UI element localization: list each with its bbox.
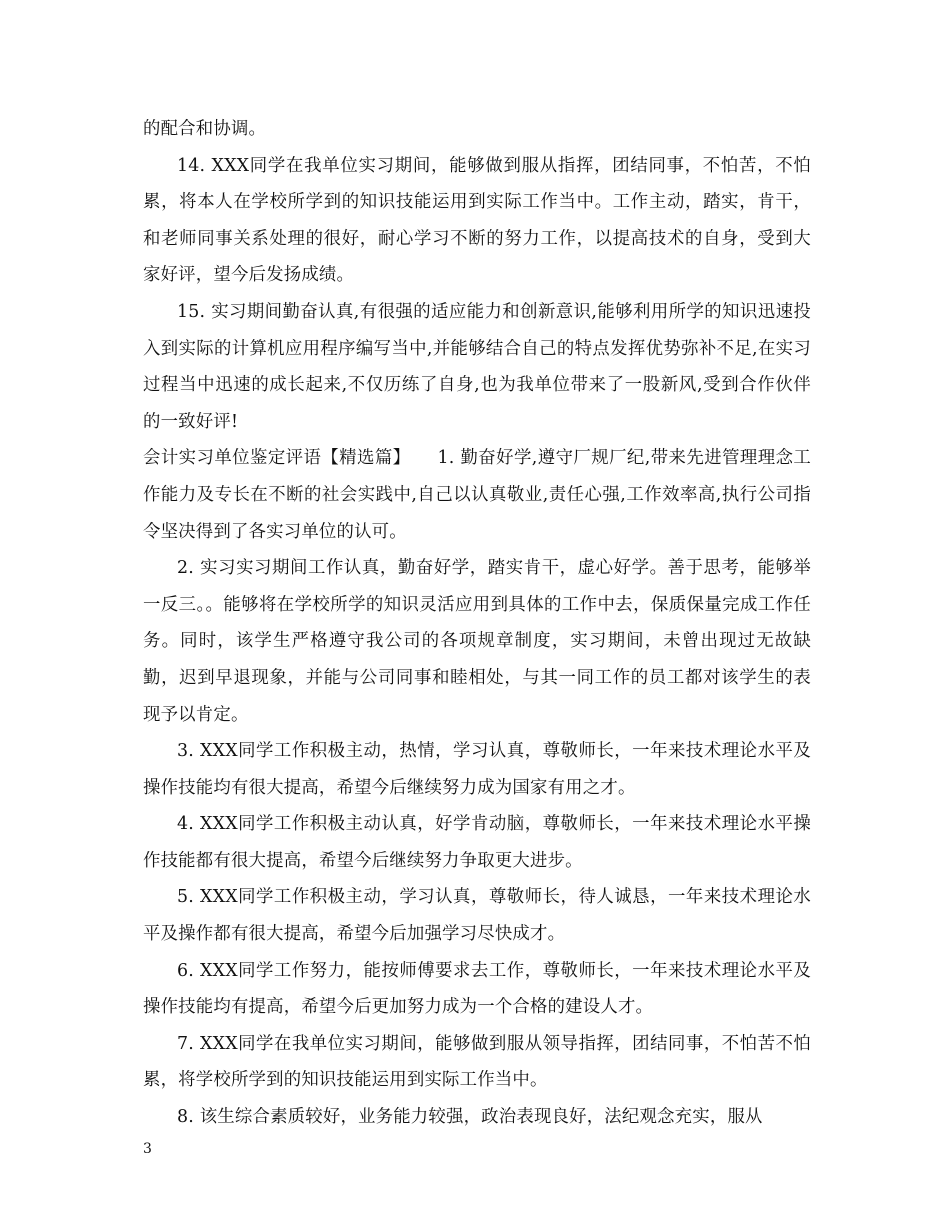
paragraph-item-3: 3. XXX同学工作积极主动，热情，学习认真，尊敬师长，一年来技术理论水平及操作技能均有很大提高，希望今后继续努力成为国家有用之才。	[143, 741, 811, 798]
paragraph-continuation: 的配合和协调。	[143, 119, 267, 139]
paragraph-item-14: 14. XXX同学在我单位实习期间，能够做到服从指挥，团结同事，不怕苦，不怕累，将本人在学校所学到的知识技能运用到实际工作当中。工作主动，踏实，肯干，和老师同事关系处理的很好，耐心学习不断的努力工作，以提高技术的自身，受到大家好评，望今后发扬成绩。	[143, 155, 811, 286]
paragraph-item-2: 2. 实习实习期间工作认真，勤奋好学，踏实肯干，虚心好学。善于思考，能够举一反三。。能够将在学校所学的知识灵活应用到具体的工作中去，保质保量完成工作任务。同时，该学生严格遵守我公司的各项规章制度，实习期间，未曾出现过无故缺勤，迟到早退现象，并能与公司同事和睦相处，与其一同工作的员工都对该学生的表现予以肯定。	[143, 558, 811, 725]
paragraph-item-6: 6. XXX同学工作努力，能按师傅要求去工作，尊敬师长，一年来技术理论水平及操作技能均有提高，希望今后更加努力成为一个合格的建设人才。	[143, 960, 811, 1018]
paragraph-item-4: 4. XXX同学工作积极主动认真，好学肯动脑，尊敬师长，一年来技术理论水平操作技能都有很大提高，希望今后继续努力争取更大进步。	[143, 814, 811, 871]
paragraph-item-8: 8. 该生综合素质较好，业务能力较强，政治表现良好，法纪观念充实，服从	[177, 1107, 763, 1128]
paragraph-item-7: 7. XXX同学在我单位实习期间，能够做到服从领导指挥，团结同事，不怕苦不怕累，将学校所学到的知识技能运用到实际工作当中。	[143, 1033, 811, 1091]
paragraph-item-5: 5. XXX同学工作积极主动，学习认真，尊敬师长，待人诚恳，一年来技术理论水平及操作都有很大提高，希望今后加强学习尽快成才。	[143, 887, 811, 945]
paragraph-item-15: 15. 实习期间勤奋认真,有很强的适应能力和创新意识,能够利用所学的知识迅速投入到实际的计算机应用程序编写当中,并能够结合自己的特点发挥优势弥补不足,在实习过程当中迅速的成长起来,不仅历练了自身,也为我单位带来了一股新风,受到合作伙伴的一致好评!	[143, 301, 811, 432]
section-heading-paragraph: 会计实习单位鉴定评语【精选篇】 1. 勤奋好学,遵守厂规厂纪,带来先进管理理念工作能力及专长在不断的社会实践中,自己以认真敬业,责任心强,工作效率高,执行公司指令坚决得到了各实习单位的认可。	[143, 448, 811, 542]
page-number: 3	[143, 1141, 152, 1157]
document-body	[143, 111, 811, 1136]
